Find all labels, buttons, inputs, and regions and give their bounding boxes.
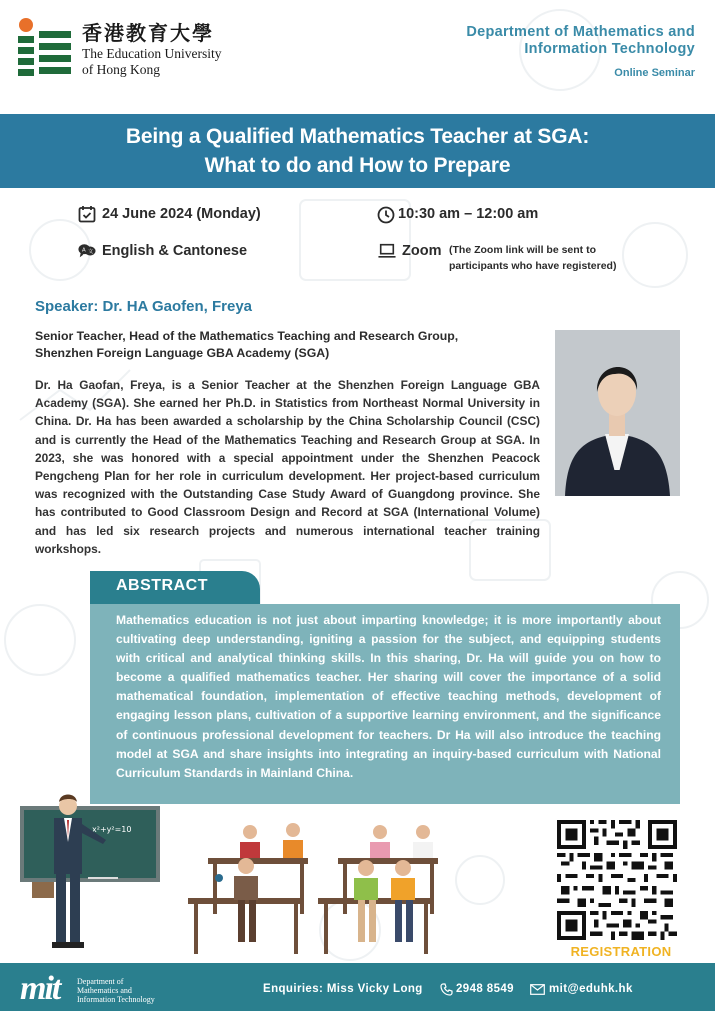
abstract-text: Mathematics education is not just about imparting knowledge; it is more importantly about cultivating deep understanding, igniting a passion for the subject, and equipping students with critical and analytical thinking skills. In this sharing, Dr. Ha will guide you on how to become a qualified mathematics teacher. Her sharing will cover the importance of a solid mathematical foundation, implementation of effective teaching methods, development of engaging lesson plans, cultivation of a supportive learning environment, and the significance of continuous professional development for teachers. Dr Ha will also introduce the teaching model at SGA and share insights into integrating an inquiry-based curriculum with National Curriculum Standards in Mainland China. (116, 613, 661, 780)
event-time: 10:30 am – 12:00 am (398, 206, 539, 222)
clock-icon (377, 206, 395, 224)
mit-department-line3: Information Technology (77, 995, 155, 1004)
seminar-title-line1: Being a Qualified Mathematics Teacher at SGA: (125, 125, 590, 148)
registration-qr-code[interactable] (557, 820, 677, 940)
department-name-line2: Information Technology (524, 41, 695, 57)
speaker-photo (555, 330, 680, 496)
mit-department-line2: Mathematics and (77, 986, 132, 995)
classroom-illustration (18, 792, 448, 962)
enquiries-phone[interactable]: 2948 8549 (456, 983, 514, 995)
university-name-zh: 香港教育大學 (82, 21, 214, 45)
zoom-link-note-line2: participants who have registered) (449, 260, 617, 272)
seminar-title-line2: What to do and How to Prepare (204, 154, 511, 177)
registration-label[interactable]: REGISTRATION (570, 944, 672, 959)
event-language: English & Cantonese (102, 243, 248, 259)
mail-icon (530, 984, 545, 995)
speech-bubbles-icon (78, 242, 96, 260)
enquiries-email[interactable]: mit@eduhk.hk (549, 983, 633, 995)
title-band (0, 114, 715, 188)
mit-logo: mit (20, 970, 60, 1007)
phone-icon (440, 983, 453, 996)
university-name-en-line2: of Hong Kong (82, 62, 160, 77)
svg-text:文: 文 (87, 249, 94, 256)
mit-department-line1: Department of (77, 977, 124, 986)
event-date: 24 June 2024 (Monday) (102, 206, 261, 222)
blackboard-formula: x²+y²=10 (92, 825, 132, 834)
zoom-link-note-line1: (The Zoom link will be sent to (449, 244, 597, 256)
calendar-icon (78, 205, 96, 223)
speaker-heading: Speaker: Dr. HA Gaofen, Freya (35, 298, 253, 315)
department-name-line1: Department of Mathematics and (466, 24, 695, 40)
speaker-position: Senior Teacher, Head of the Mathematics Teaching and Research Group, Shenzhen Foreign Language GBA Academy (SGA) (35, 329, 459, 360)
speaker-bio: Dr. Ha Gaofan, Freya, is a Senior Teacher at the Shenzhen Foreign Language GBA Academy (SGA). She earned her Ph.D. in Statistics from Northeast Normal University in China. Dr. Ha has been awarded a scholarship by the China Scholarship Council (CSC) and is currently the Head of the Mathematics Teaching and Research Group at SGA. In 2023, she was honored with a special appointment under the Shenzhen Peacock Pengcheng Plan for her role in curriculum development. Her project-based curriculum was recognized with the Outstanding Case Study Award of Guangdong province. She has contributed to Good Classroom Design and Record at SGA (International Volume) and has led six research projects and numerous international teacher training workshops. (35, 378, 540, 556)
laptop-icon (378, 242, 396, 260)
university-name-en-line1: The Education University (82, 46, 222, 61)
svg-text:A: A (82, 247, 86, 254)
abstract-heading: ABSTRACT (90, 571, 260, 604)
eduhk-logo (16, 17, 74, 77)
event-venue: Zoom (402, 243, 442, 259)
enquiries-contact: Enquiries: Miss Vicky Long (263, 983, 423, 995)
event-type: Online Seminar (614, 67, 695, 79)
